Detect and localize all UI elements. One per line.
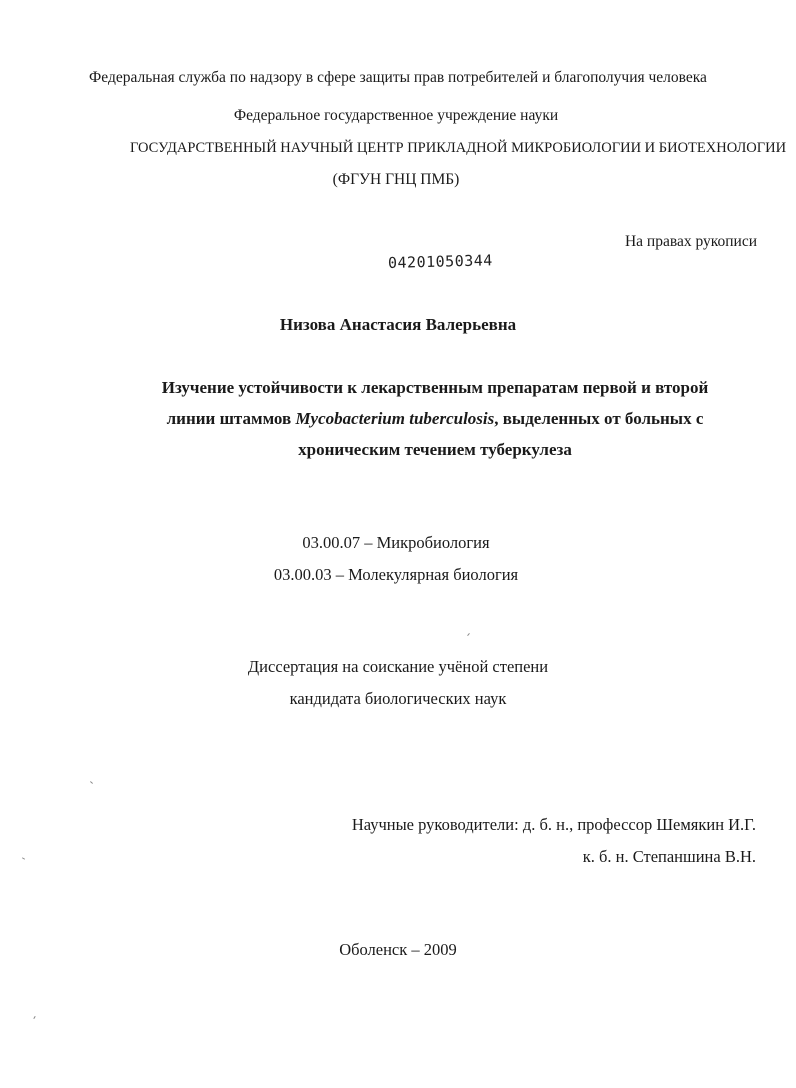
specialty-2: 03.00.03 – Молекулярная биология (273, 565, 519, 584)
manuscript-note: На правах рукописи (624, 233, 757, 250)
place-year: Оболенск – 2009 (339, 940, 457, 959)
author-name: Низова Анастасия Валерьевна (279, 315, 517, 334)
scan-speck (467, 633, 470, 636)
title-line-2-suffix: , выделенных от больных с (494, 409, 704, 428)
archive-number: 04201050344 (387, 251, 494, 272)
institution-type-line: Федеральное государственное учреждение науки (233, 107, 559, 124)
center-name-line: ГОСУДАРСТВЕННЫЙ НАУЧНЫЙ ЦЕНТР ПРИКЛАДНОЙ МИКРОБИОЛОГИИ И БИОТЕХНОЛОГИИ (130, 140, 787, 156)
supervisors-line-2: к. б. н. Степаншина В.Н. (582, 847, 756, 866)
species-name: Mycobacterium tuberculosis (295, 409, 495, 428)
specialty-1: 03.00.07 – Микробиология (302, 533, 490, 552)
title-line-2 (110, 403, 760, 434)
degree-line-2: кандидата биологических наук (289, 689, 507, 708)
scan-speck (22, 857, 25, 859)
dissertation-title (110, 372, 760, 465)
title-line-1: Изучение устойчивости к лекарственным препаратам первой и второй (161, 378, 709, 397)
degree-line-1: Диссертация на соискание учёной степени (247, 657, 549, 676)
title-line-3: хроническим течением туберкулеза (298, 440, 572, 459)
agency-line: Федеральная служба по надзору в сфере защиты прав потребителей и благополучия человека (89, 69, 707, 86)
abbreviation-line: (ФГУН ГНЦ ПМБ) (332, 171, 460, 188)
scan-speck (33, 1016, 35, 1019)
scan-speck (90, 781, 93, 784)
title-line-2-prefix: линии штаммов (166, 409, 296, 428)
supervisors-line-1: Научные руководители: д. б. н., профессор Шемякин И.Г. (351, 815, 756, 834)
